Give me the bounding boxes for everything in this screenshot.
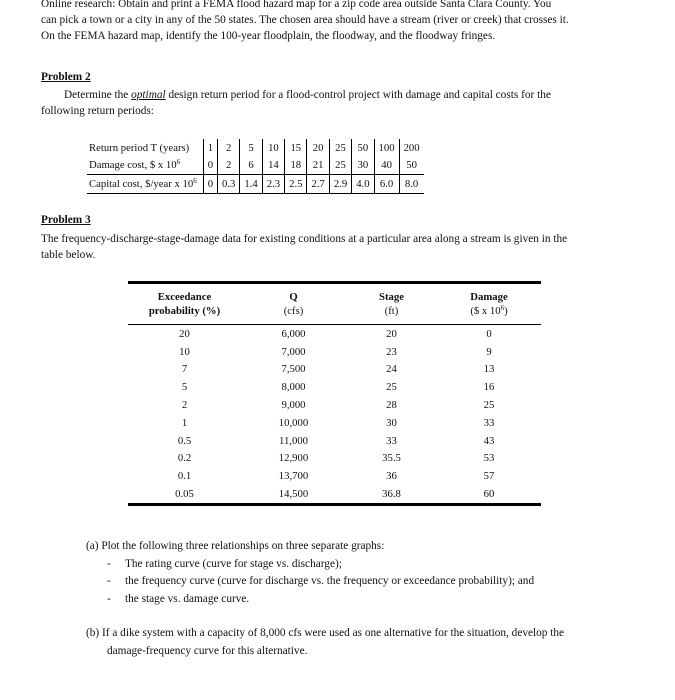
table-cell: 7,000 bbox=[281, 345, 306, 358]
problem-2-line-2: following return periods: bbox=[41, 105, 154, 118]
list-bullet: - bbox=[107, 592, 111, 605]
table-cell: 5 bbox=[181, 381, 188, 394]
table-row bbox=[128, 378, 541, 396]
table-cell: 53 bbox=[483, 452, 495, 465]
frequency-table bbox=[128, 281, 541, 506]
cost-table-cell: 40 bbox=[374, 157, 399, 175]
intro-line-2: can pick a town or a city in any of the 50 states. The chosen area should have a stream (river or creek) that crosses it. bbox=[41, 14, 569, 27]
cost-table-cell: 6.0 bbox=[374, 175, 399, 194]
table-cell: 0.1 bbox=[177, 470, 192, 483]
table-cell: 11,000 bbox=[279, 434, 308, 447]
table-cell: 36 bbox=[386, 470, 397, 483]
cost-table-cell: 2.5 bbox=[285, 175, 307, 194]
cost-table-cell: 5 bbox=[240, 139, 262, 157]
cost-table-cell: 1.4 bbox=[240, 175, 262, 194]
table-row bbox=[128, 343, 541, 361]
cost-table-cell: 18 bbox=[285, 157, 307, 175]
table-row bbox=[128, 432, 541, 450]
cost-table-row-label: Return period T (years) bbox=[89, 141, 190, 154]
cost-table-cell: 30 bbox=[352, 157, 374, 175]
table-row bbox=[128, 414, 541, 432]
table-cell: 25 bbox=[386, 381, 397, 394]
table-cell: 12,900 bbox=[278, 452, 309, 465]
table-cell: 9,000 bbox=[281, 399, 306, 412]
table-cell: 20 bbox=[386, 327, 397, 340]
table-cell: 0.05 bbox=[128, 485, 241, 504]
table-row bbox=[128, 450, 541, 468]
problem-3-line-1: The frequency-discharge-stage-damage data for existing conditions at a particular area along a stream is given in the bbox=[41, 233, 568, 245]
problem-3-line-2: table below. bbox=[41, 249, 96, 262]
table-cell: 8,000 bbox=[281, 381, 306, 394]
cost-table-cell: 2.3 bbox=[262, 175, 284, 194]
cost-table-cell: 1 bbox=[203, 139, 217, 157]
cost-table-row-label: Damage cost, $ x $10^6$ bbox=[87, 157, 203, 175]
table-row bbox=[128, 485, 541, 504]
cost-table-row bbox=[87, 139, 424, 157]
table-row bbox=[128, 396, 541, 414]
cost-table-cell: 25 bbox=[329, 157, 351, 175]
list-item bbox=[86, 573, 666, 591]
table-cell: 9 bbox=[486, 345, 492, 358]
list-item bbox=[86, 591, 666, 609]
table-cell: 28 bbox=[386, 399, 397, 412]
header-damage: Damage bbox=[437, 283, 541, 306]
cost-table-cell: 2 bbox=[218, 139, 240, 157]
table-row bbox=[128, 361, 541, 379]
cost-table-cell: 0.3 bbox=[218, 175, 240, 194]
list-item bbox=[86, 556, 666, 574]
table-cell: 57 bbox=[483, 470, 495, 483]
header-stage: Stage bbox=[346, 283, 437, 306]
list-bullet: - bbox=[107, 557, 111, 570]
table-cell: 10 bbox=[179, 345, 190, 358]
table-cell: 14,500 bbox=[241, 485, 346, 504]
table-cell: 35.5 bbox=[382, 452, 401, 465]
table-cell: 16 bbox=[483, 381, 495, 394]
part-a bbox=[86, 538, 666, 608]
list-item-text: the frequency curve (curve for discharge vs. the frequency or exceedance probability); and bbox=[125, 575, 535, 587]
cost-table-cell: 2.9 bbox=[329, 175, 351, 194]
subheader-damage-units: ($ x $10^6$) bbox=[437, 305, 541, 325]
cost-table-cell: 2 bbox=[218, 157, 240, 175]
cost-table-cell: 21 bbox=[307, 157, 329, 175]
table-cell: 25 bbox=[483, 399, 495, 412]
cost-table-cell: 14 bbox=[262, 157, 284, 175]
table-cell: 6,000 bbox=[281, 327, 306, 340]
subheader-ft: (ft) bbox=[346, 305, 437, 325]
part-b-line-1: (b) If a dike system with a capacity of 8,000 cfs were used as one alternative for the situation, develop the bbox=[86, 627, 565, 639]
cost-table-row-label: Capital cost, $/year x $10^6$ bbox=[87, 175, 203, 194]
intro-line-3: On the FEMA hazard map, identify the 100-year floodplain, the floodway, and the floodway fringes. bbox=[41, 30, 496, 43]
table-cell: 24 bbox=[386, 363, 397, 376]
cost-table-cell: 0 bbox=[203, 157, 217, 175]
cost-table-cell: 2.7 bbox=[307, 175, 329, 194]
table-cell: 10,000 bbox=[278, 416, 309, 429]
part-a-intro: (a) Plot the following three relationships on three separate graphs: bbox=[86, 540, 385, 552]
part-b bbox=[86, 625, 666, 660]
cost-table-cell: 20 bbox=[307, 139, 329, 157]
table-cell: 0 bbox=[486, 327, 492, 340]
intro-line-1: Online research: Obtain and print a FEMA flood hazard map for a zip code area outside Santa Clara County. You bbox=[41, 0, 552, 10]
part-a-list bbox=[86, 556, 666, 609]
list-item-text: the stage vs. damage curve. bbox=[125, 592, 250, 605]
table-cell: 13 bbox=[483, 363, 495, 376]
table-row bbox=[128, 467, 541, 485]
table-cell: 20 bbox=[179, 327, 190, 340]
cost-table-cell: 4.0 bbox=[352, 175, 374, 194]
cost-table-cell: 200 bbox=[399, 139, 424, 157]
cost-table-cell: 50 bbox=[352, 139, 374, 157]
cost-table-cell: 100 bbox=[374, 139, 399, 157]
problem-2-heading: Problem 2 bbox=[41, 71, 91, 83]
table-cell: 23 bbox=[386, 345, 397, 358]
table-cell: 2 bbox=[181, 399, 188, 412]
table-cell: 7,500 bbox=[281, 363, 306, 376]
subheader-probability: probability (%) bbox=[128, 305, 241, 325]
frequency-table-container bbox=[128, 281, 541, 506]
list-bullet: - bbox=[107, 575, 111, 587]
problem-2-text bbox=[41, 87, 661, 119]
part-b-line-2: damage-frequency curve for this alternative. bbox=[107, 644, 308, 657]
cost-table bbox=[87, 139, 424, 194]
problem-3-text bbox=[41, 231, 671, 263]
subheader-cfs: (cfs) bbox=[241, 305, 346, 325]
table-cell: 1 bbox=[181, 416, 188, 429]
table-cell: 0.2 bbox=[177, 452, 192, 465]
problem-3-heading: Problem 3 bbox=[41, 214, 91, 226]
cost-table-container bbox=[87, 139, 424, 194]
table-row bbox=[128, 325, 541, 343]
table-cell: 33 bbox=[386, 434, 397, 447]
cost-table-cell: 6 bbox=[240, 157, 262, 175]
cost-table-row bbox=[87, 157, 424, 175]
table-cell: 13,700 bbox=[278, 470, 309, 483]
table-cell: 0.5 bbox=[177, 434, 192, 447]
cost-table-row bbox=[87, 175, 424, 194]
cost-table-cell: 25 bbox=[329, 139, 351, 157]
problem-2-line-1: Determine the optimal design return period for a flood-control project with damage and capital costs for the bbox=[64, 89, 551, 101]
table-cell: 36.8 bbox=[346, 485, 437, 504]
table-cell: 43 bbox=[483, 434, 495, 447]
optimal-emphasis: optimal bbox=[131, 89, 166, 101]
header-q: Q bbox=[241, 283, 346, 306]
cost-table-cell: 8.0 bbox=[399, 175, 424, 194]
header-exceedance: Exceedance bbox=[128, 283, 241, 306]
cost-table-cell: 10 bbox=[262, 139, 284, 157]
intro-paragraph bbox=[41, 0, 671, 45]
cost-table-cell: 0 bbox=[203, 175, 217, 194]
table-cell: 60 bbox=[437, 485, 541, 504]
table-cell: 7 bbox=[181, 363, 188, 376]
cost-table-cell: 50 bbox=[399, 157, 424, 175]
list-item-text: The rating curve (curve for stage vs. discharge); bbox=[125, 557, 342, 570]
table-cell: 30 bbox=[386, 416, 397, 429]
table-cell: 33 bbox=[483, 416, 495, 429]
cost-table-cell: 15 bbox=[285, 139, 307, 157]
